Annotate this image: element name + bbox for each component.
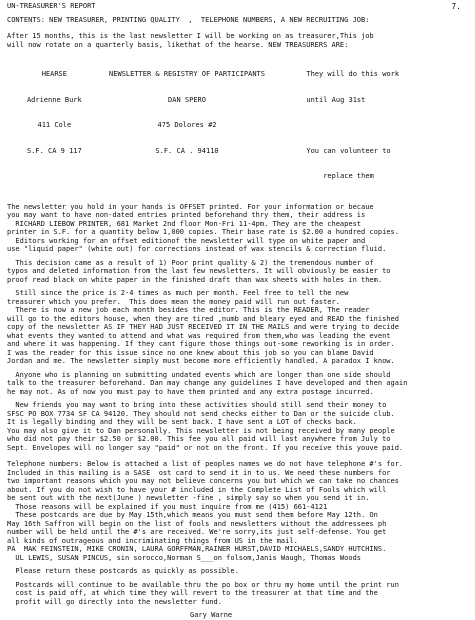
text-line: copy of the newsletter AS IF THEY HAD JUST RECEIVED IT IN THE MAILS and were trying to decide [7, 323, 399, 331]
text-line: Anyone who is planning on submitting undated events which are longer than one side should [7, 370, 391, 379]
reader-paragraph [7, 306, 465, 366]
text-line: proof read black on white paper in the finished draft than wax sheets with holes in them. [7, 275, 383, 284]
text-line: you may want to have non-dated entries printed beforehand thry them, their address is [7, 211, 366, 219]
text-line: profit will go directly into the newsletter fund. [7, 597, 222, 606]
new-friends-paragraph [7, 401, 465, 452]
return-postcards-line [7, 567, 465, 576]
text-line: about. If you do not wish to have your # included in the Complete List of Fools which will [7, 485, 387, 494]
contents-line: CONTENTS: NEW TREASURER, PRINTING QUALITY , TELEPHONE NUMBERS, A NEW RECRUITING JOB: [7, 15, 370, 24]
column-line: You can volunteer to [306, 146, 391, 155]
text-line: all kinds of outrageous and incriminating things from US in the mail. [7, 536, 298, 545]
column-line: HEARSE [41, 70, 67, 78]
text-line: treasurer which you prefer. This does mean the money paid will run out faster. [7, 297, 340, 306]
column-line: NEWSLETTER & REGISTRY OF PARTICIPANTS [109, 70, 265, 78]
text-line: Still since the price is 2-4 times as much per month. Feel free to tell the new [7, 289, 349, 297]
text-line: Telephone numbers: Below is attached a list of peoples names we do not have telephone #'s for. [7, 460, 404, 468]
telephone-paragraph [7, 460, 465, 545]
treasurer-columns [7, 53, 465, 198]
newsletter-column [96, 53, 279, 198]
text-line: It is legally binding and they will be sent back. I have sent a LOT of checks back. [7, 418, 357, 426]
text-line: talk to the treasurer beforehand. Dan may change any guidelines I have developed and then again [7, 379, 408, 387]
column-line: DAN SPERO [168, 95, 206, 104]
column-line: 411 Cole [37, 121, 72, 129]
offset-printing-paragraph [7, 203, 465, 254]
text-line: SFSC PO BOX 7734 SF CA 94120. They should not send checks either to Dan or the suicide club. [7, 409, 395, 418]
column-line [306, 121, 465, 130]
text-line: number will be held until the #'s are received. We're sorry,its just self-defense. You get [7, 528, 387, 536]
text-line: The newsletter you hold in your hands is OFFSET printed. For your information or becaue [7, 202, 374, 211]
text-line: I was the reader for this issue since no one knew about this job so you can blame David [7, 348, 374, 357]
text-line: Included in this mailing is a SASE ost card to send it in to us. We need these numbers for [7, 468, 391, 477]
price-paragraph [7, 289, 465, 306]
column-line: S.F. CA 9 117 [26, 146, 82, 155]
text-line: Editors working for an offset editionof the newsletter will type on white paper and [7, 236, 366, 245]
text-line: May 16th Saffron will begin on the list of fools and newsletters without the addressees ph [7, 519, 387, 528]
text-line: PA MAK FEINSTEIN, MIKE CRONIN, LAURA GORFFMAN,RAINER HURST,DAVID MICHAELS,SANDY HUTCHINS. [7, 545, 387, 553]
signature: Gary Warne [190, 611, 233, 619]
text-line: printer in S.F. for a quantity below 1,000 copies. Their base rate is $2.00 a hundred copies. [7, 228, 399, 236]
text-line: This decision came as a result of 1) Poor print quality & 2) the tremendous number of [7, 258, 374, 267]
column-line: They will do this work [306, 70, 400, 78]
intro-paragraph [7, 32, 465, 49]
text-line: You may also give it to Dan personally. This newsletter is not being received by many people [7, 426, 395, 435]
postcards-paragraph [7, 581, 465, 607]
undated-events-paragraph [7, 371, 465, 397]
text-line: UL LEWIS, SUSAN PINCUS, sin sorocco,Norman S___on folsom,Janis Waugh, Thomas Woods [7, 553, 362, 562]
column-line: 475 Dolores #2 [157, 121, 217, 129]
text-line: who did not pay their $2.50 or $2.00. This fee you all paid will last anywhere from July to [7, 435, 391, 443]
text-line: use "liquid paper" (white out) for corrections instead of wax stencils & correction fluid. [7, 245, 387, 253]
decision-paragraph [7, 259, 465, 285]
text-line: he may not. As of now you must pay to have them printed and any extra postage incurred. [7, 387, 374, 396]
column-line: until Aug 31st [306, 95, 366, 104]
text-line: Please return these postcards as quickly as possible. [7, 567, 239, 575]
text-line: what events they wanted to attend and what was required from them,who was leading the event [7, 331, 391, 340]
text-line: will go to the editors house, when they are tired ,numb and bleary eyed and READ the finished [7, 314, 399, 323]
text-line: typos and deleted information from the last few newsletters. It will obviously be easier to [7, 267, 391, 275]
hearse-column [7, 53, 96, 198]
text-line: RICHARD LIEBOW PRINTER, 681 Market 2nd floor Mon-Fri 11-4pm. They are the cheapest [7, 219, 362, 228]
column-line: replace them [306, 172, 374, 180]
text-line: be sent out with the next(June ) newsletter -fine , simply say so when you send it in. [7, 494, 370, 502]
text-line: After 15 months, this is the last newsletter I will be working on as treasurer,This job [7, 32, 374, 40]
page-number: 7. [451, 2, 461, 11]
text-line: Postcards will continue to be available thru the po box or thru my home until the print run [7, 580, 399, 589]
text-line: Jordan and me. The newsletter simply must become more efficiently handled. A paradox I know. [7, 357, 395, 365]
text-line: will now rotate on a quarterly basis, likethat of the hearse. NEW TREASURERS ARE: [7, 40, 349, 49]
text-line: There is now a new job each month besides the editor. This is the READER, The reader [7, 306, 370, 314]
term-column [278, 53, 465, 198]
column-line: Adrienne Burk [26, 95, 82, 104]
report-heading: UN-TREASURER'S REPORT [7, 2, 96, 10]
names-list [7, 545, 465, 562]
text-line: New friends you may want to bring into these activities should still send their money to [7, 401, 387, 409]
text-line: two important reasons which you may not believe concerns you but which we can take no chances [7, 477, 399, 485]
text-line: Sept. Envelopes will no longer say "paid" or not on the front. If you receive this youve paid. [7, 443, 404, 452]
text-line: cost is paid off, at which time they will revert to the treasurer at that time and the [7, 589, 378, 597]
text-line: These postcards are due by May 15th,which means you must send them before May 12th. On [7, 511, 378, 519]
text-line: Those reasons will be explained if you must inquire from me (415) 661-4121 [7, 502, 328, 511]
column-line: S.F. CA . 94110 [155, 146, 219, 155]
text-line: and where it was happening. If they cant figure those things out-some reworking is in order. [7, 340, 395, 348]
